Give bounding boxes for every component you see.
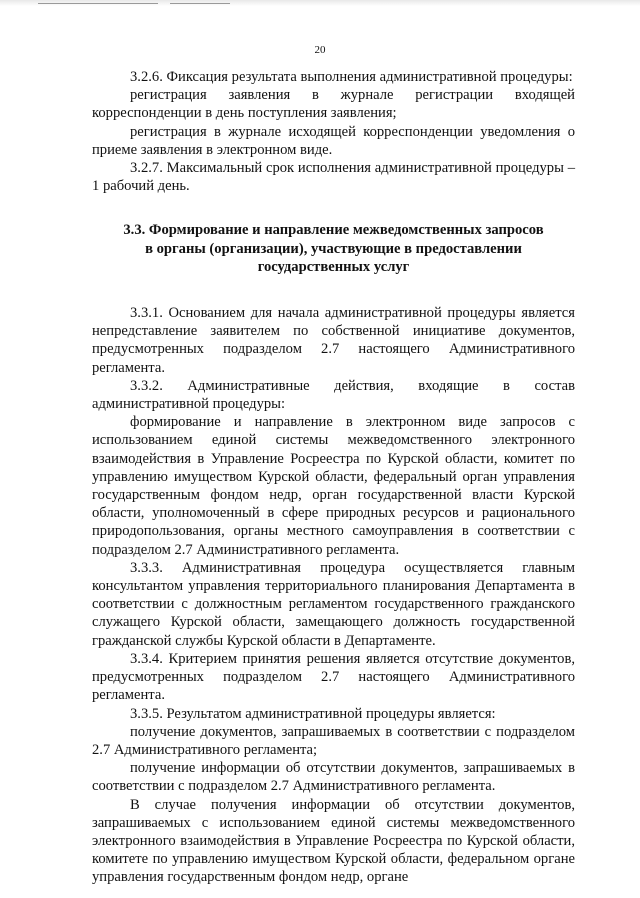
scan-artifact-line	[170, 3, 230, 4]
paragraph-3-2-6-item-1: регистрация заявления в журнале регистрации входящей корреспонденции в день поступления заявления;	[92, 87, 575, 122]
paragraph-3-2-7: 3.2.7. Максимальный срок исполнения административной процедуры – 1 рабочий день.	[92, 160, 575, 195]
paragraph-3-3-2-item-1: формирование и направление в электронном виде запросов с использованием единой системы межведомственного электронного взаимодействия в Управление Росреестра по Курской области, комитет по управлению имуществом Курской области, федеральный орган управления государственным фондом недр, орган государственной власти Курской области, уполномоченный в сфере природных ресурсов и рационального природопользования, органы местного самоуправления в соответствии с подразделом 2.7 Административного регламента.	[92, 414, 575, 558]
page-number: 20	[314, 44, 326, 56]
paragraph-3-2-6: 3.2.6. Фиксация результата выполнения административной процедуры:	[130, 69, 573, 85]
paragraph-3-3-5-item-1: получение документов, запрашиваемых в соответствии с подразделом 2.7 Административного регламента;	[92, 723, 575, 758]
scan-artifact-line	[38, 3, 158, 4]
section-heading-3-3	[92, 221, 575, 276]
paragraph-3-3-1: 3.3.1. Основанием для начала административной процедуры является непредставление заявителем по собственной инициативе документов, предусмотренных подразделом 2.7 настоящего Административного регламента.	[92, 305, 575, 376]
section-heading-line: в органы (организации), участвующие в предоставлении	[145, 240, 522, 257]
paragraph-3-3-3: 3.3.3. Административная процедура осуществляется главным консультантом управления территориального планирования Департамента в соответствии с должностным регламентом государственного гражданского служащего Курской области, замещающего должность государственной гражданской службы Курской области в Департаменте.	[92, 559, 575, 649]
paragraph-3-3-2: 3.3.2. Административные действия, входящие в состав административной процедуры:	[92, 377, 575, 413]
paragraph-3-2-6-item-2: регистрация в журнале исходящей корреспонденции уведомления о приеме заявления в электронном виде.	[92, 123, 575, 158]
paragraph-3-3-5: 3.3.5. Результатом административной процедуры является:	[130, 705, 496, 722]
paragraph-3-3-5-item-3: В случае получения информации об отсутствии документов, запрашиваемых с использованием единой системы межведомственного электронного взаимодействия в Управление Росреестра по Курской области, комитете по управлению имуществом Курской области, федеральном органе управления государственным фондом недр, органе	[92, 796, 575, 886]
paragraph-3-3-4: 3.3.4. Критерием принятия решения является отсутствие документов, предусмотренных подразделом 2.7 настоящего Административного регламента.	[92, 650, 575, 704]
section-heading-line: государственных услуг	[257, 258, 410, 275]
paragraph-3-3-5-item-2: получение информации об отсутствии документов, запрашиваемых в соответствии с подразделом 2.7 Административного регламента.	[92, 760, 575, 795]
section-heading-line: 3.3. Формирование и направление межведомственных запросов	[123, 222, 544, 239]
document-body	[92, 68, 575, 887]
